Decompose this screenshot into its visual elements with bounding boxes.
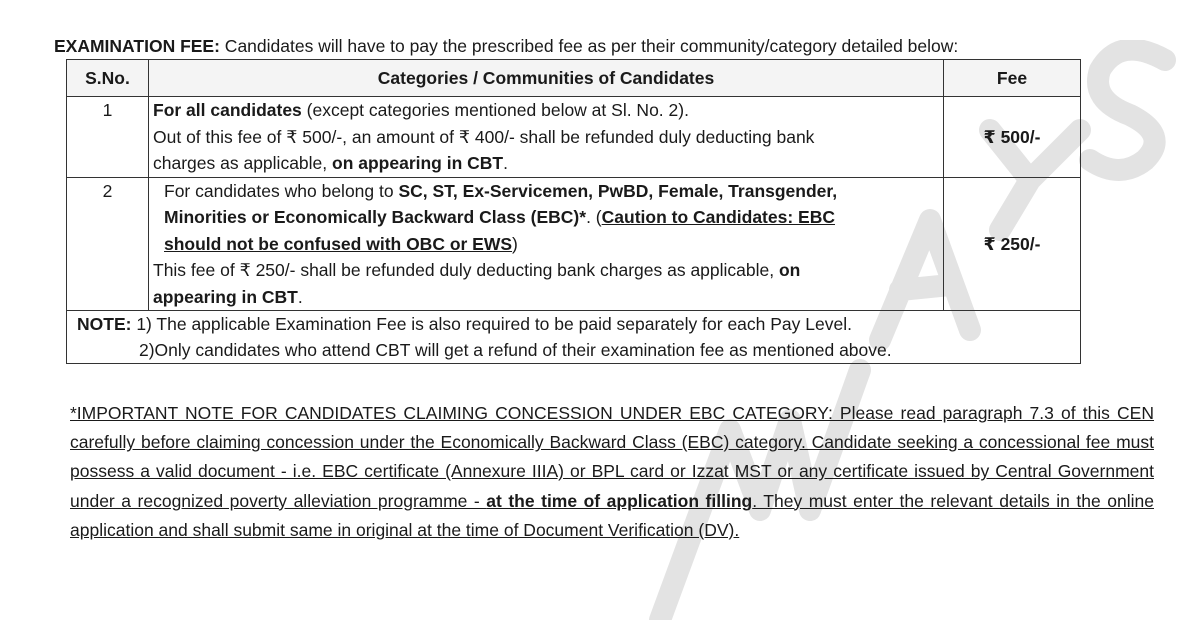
- row1-line1-rest: (except categories mentioned below at Sl. No. 2).: [301, 100, 689, 120]
- row2-e-end: .: [297, 286, 303, 307]
- note-cell: [67, 311, 1081, 364]
- row2-category: [149, 177, 944, 311]
- exam-fee-intro-text: Candidates will have to pay the prescribed fee as per their community/category detailed below:: [219, 36, 959, 56]
- row1-fee: ₹ 500/-: [944, 97, 1081, 178]
- header-categories: Categories / Communities of Candidates: [149, 60, 944, 97]
- row2-b-mid: . (: [586, 207, 602, 227]
- row2-b-caution: Caution to Candidates: EBC: [601, 207, 835, 227]
- fee-table: [66, 59, 1081, 364]
- row2-b-bold: Minorities or Economically Backward Class (EBC)*: [164, 207, 587, 227]
- note-label: NOTE:: [77, 314, 132, 334]
- table-row: [67, 177, 1081, 311]
- row1-line2: Out of this fee of ₹ 500/-, an amount of ₹ 400/- shall be refunded duly deducting bank: [153, 126, 815, 147]
- row2-e-bold: appearing in CBT: [153, 286, 298, 307]
- row1-line1-bold: For all candidates: [153, 100, 302, 120]
- note-line2: 2)Only candidates who attend CBT will get a refund of their examination fee as mentioned above.: [139, 340, 892, 360]
- header-fee: Fee: [944, 60, 1081, 97]
- table-row: [67, 97, 1081, 178]
- header-sno: S.No.: [67, 60, 149, 97]
- row1-sno: 1: [67, 97, 149, 178]
- important-note: [70, 399, 1154, 545]
- exam-fee-intro: [54, 36, 958, 57]
- important-bold: at the time of application filling: [486, 490, 753, 511]
- note-row: [67, 311, 1081, 364]
- row2-a-bold: SC, ST, Ex-Servicemen, PwBD, Female, Transgender,: [398, 180, 838, 201]
- fee-table-header: [67, 60, 1081, 97]
- exam-fee-label: EXAMINATION FEE:: [54, 36, 220, 56]
- row1-line3-end: .: [503, 153, 508, 173]
- row1-category: [149, 97, 944, 178]
- row2-sno: 2: [67, 177, 149, 311]
- row2-c-end: ): [512, 233, 518, 254]
- important-part1: *IMPORTANT NOTE FOR CANDIDATES CLAIMING CONCESSION UNDER EBC CATEGORY: Please read paragraph 7.3 of this CEN carefully before claiming concession under the Economically Backward Class (EBC) category. Candidate seeking a concessional fee must possess a valid document - i.e. EBC certificate (Annexure IIIA) or BPL card or Izzat MST or any certificate issued by Central Government under a recognized poverty alleviation programme -: [70, 403, 1154, 511]
- note-line1: 1) The applicable Examination Fee is also required to be paid separately for each Pay Level.: [131, 314, 852, 334]
- row1-line3-bold: on appearing in CBT: [332, 153, 504, 173]
- row2-d-bold: on: [778, 260, 801, 280]
- row1-line3-pre: charges as applicable,: [153, 153, 332, 173]
- row2-a-pre: For candidates who belong to: [164, 180, 399, 201]
- row2-d-pre: This fee of ₹ 250/- shall be refunded duly deducting bank charges as applicable,: [153, 260, 779, 280]
- row2-fee: ₹ 250/-: [944, 177, 1081, 311]
- row2-c-caution: should not be confused with OBC or EWS: [164, 233, 513, 254]
- important-part2: . They must enter the relevant details in the online application and shall submit same in original at the time of Document Verification (DV).: [70, 490, 1154, 540]
